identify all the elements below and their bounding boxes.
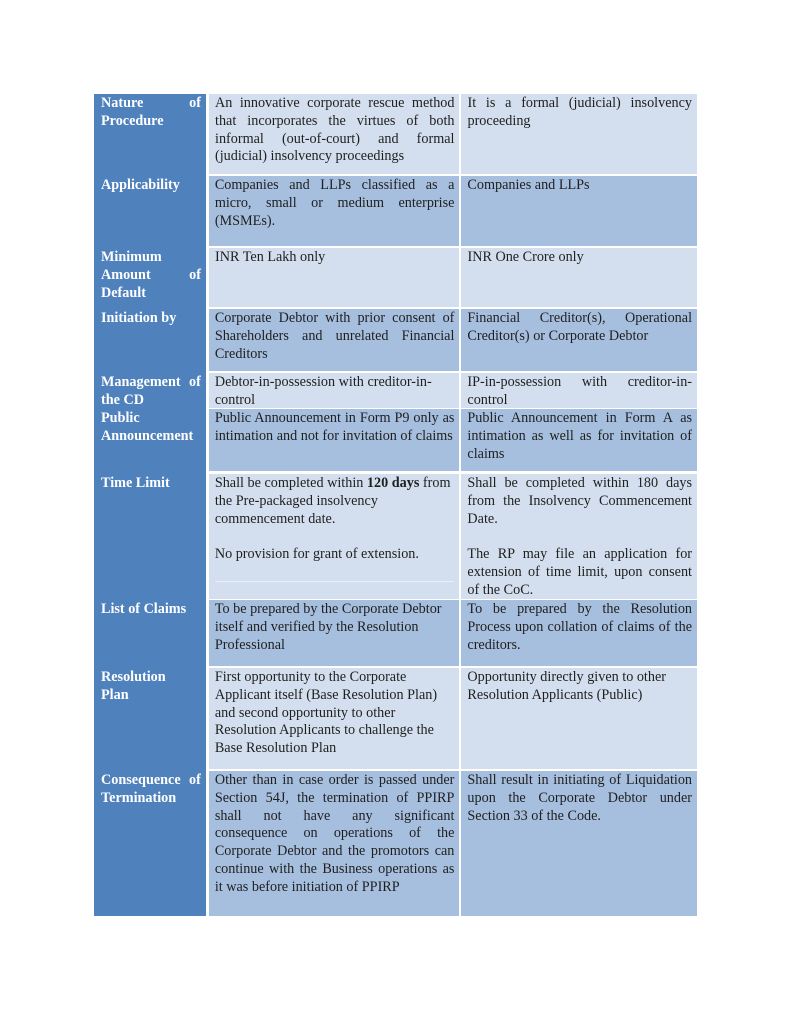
ppirp-cell: An innovative corporate rescue method that incorporates the virtues of both informal (out-of-court) and formal (judicial) insolvency proceedings	[209, 94, 459, 174]
table-row-minimum-amount	[94, 248, 697, 307]
row-label: Consequence of Termination	[94, 771, 206, 916]
ppirp-cell: Companies and LLPs classified as a micro, small or medium enterprise (MSMEs).	[209, 176, 460, 246]
cirp-time-limit-text: Shall be completed within 180 days from the Insolvency Commencement Date.	[467, 475, 693, 527]
row-label: Applicability	[94, 176, 206, 246]
cirp-cell: Public Announcement in Form A as intimation as well as for invitation of claims	[461, 409, 697, 471]
ppirp-cell: To be prepared by the Corporate Debtor itself and verified by the Resolution Professional	[209, 600, 460, 666]
row-label: Time Limit	[94, 474, 206, 599]
table-row-initiation-by	[94, 309, 697, 371]
row-label: Public Announcement	[94, 409, 206, 471]
ppirp-cell: First opportunity to the Corporate Applicant itself (Base Resolution Plan) and second opportunity to other Resolution Applicants to challenge the Base Resolution Plan	[209, 668, 460, 769]
cirp-cell: It is a formal (judicial) insolvency proceeding	[461, 94, 697, 174]
cirp-cell: To be prepared by the Resolution Process upon collation of claims of the creditors.	[461, 600, 697, 666]
cirp-cell: INR One Crore only	[461, 248, 697, 307]
ppirp-cell: INR Ten Lakh only	[209, 248, 459, 307]
row-label: Minimum Amount of Default	[94, 248, 206, 307]
cirp-cell: IP-in-possession with creditor-in-control	[461, 373, 697, 408]
cirp-cell: Companies and LLPs	[461, 176, 697, 246]
ppirp-cell: Corporate Debtor with prior consent of Shareholders and unrelated Financial Creditors	[209, 309, 460, 371]
table-row-time-limit	[94, 474, 697, 599]
ppirp-cell	[209, 474, 460, 599]
table-row-public-announcement	[94, 409, 697, 471]
row-label: Nature of Procedure	[94, 94, 206, 174]
row-label: Initiation by	[94, 309, 206, 371]
cell-divider	[215, 581, 455, 582]
cirp-cell: Financial Creditor(s), Operational Creditor(s) or Corporate Debtor	[461, 309, 697, 371]
row-label: List of Claims	[94, 600, 206, 666]
ppirp-time-limit-text: Shall be completed within 120 days from the Pre-packaged insolvency commencement date.	[214, 475, 451, 527]
cirp-extension-text: The RP may file an application for extension of time limit, upon consent of the CoC.	[467, 546, 693, 598]
table-row-consequence-of-termination	[94, 771, 697, 916]
table-row-resolution-plan	[94, 668, 697, 769]
cirp-cell: Opportunity directly given to other Resolution Applicants (Public)	[461, 668, 697, 769]
row-label: Management of the CD	[94, 373, 206, 408]
ppirp-cell: Other than in case order is passed under Section 54J, the termination of PPIRP shall not have any significant consequence on operations of the Corporate Debtor and the promotors can continue with the Business operations as it was before initiation of PPIRP	[209, 771, 460, 916]
table-row-nature-of-procedure	[94, 94, 697, 174]
table-row-management	[94, 373, 697, 408]
ppirp-cell: Debtor-in-possession with creditor-in-control	[209, 373, 460, 408]
cirp-cell: Shall result in initiating of Liquidation upon the Corporate Debtor under Section 33 of the Code.	[461, 771, 697, 916]
table-row-list-of-claims	[94, 600, 697, 666]
table-row-applicability	[94, 176, 697, 246]
cirp-cell	[461, 474, 697, 599]
row-label: Resolution Plan	[94, 668, 206, 769]
ppirp-cell: Public Announcement in Form P9 only as intimation and not for invitation of claims	[209, 409, 460, 471]
ppirp-extension-text: No provision for grant of extension.	[214, 546, 419, 563]
